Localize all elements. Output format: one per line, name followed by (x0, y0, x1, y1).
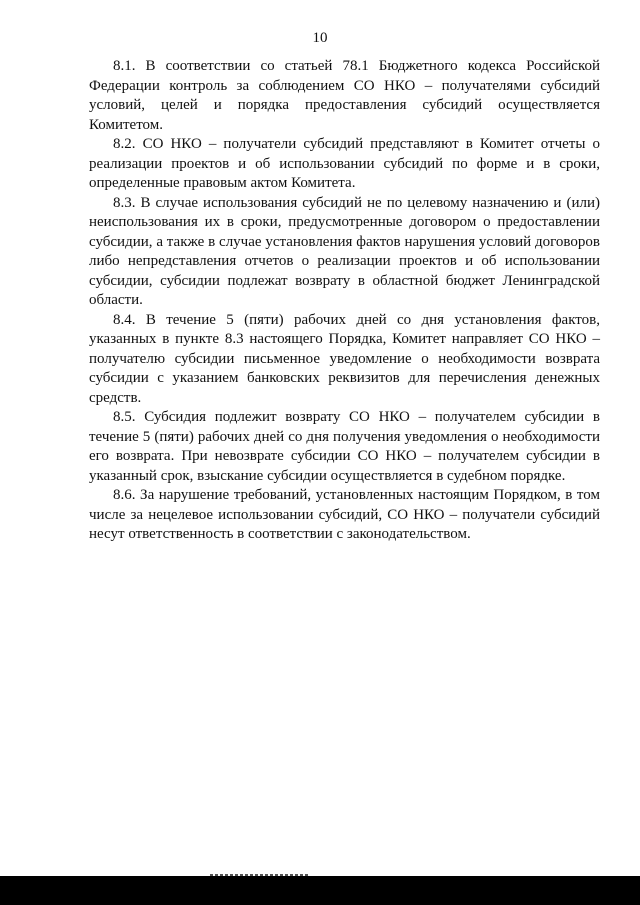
document-body (89, 57, 600, 545)
paragraph-8-6: 8.6. За нарушение требований, установленных настоящим Порядком, в том числе за нецелевое использовании субсидий, СО НКО – получатели субсидий несут ответственность в соответствии с законодательством. (89, 487, 600, 542)
scan-border-bar (0, 876, 640, 905)
paragraph-8-4: 8.4. В течение 5 (пяти) рабочих дней со дня установления фактов, указанных в пункте 8.3 настоящего Порядка, Комитет направляет СО НКО – получателю субсидии письменное уведомление о необходимости возврата субсидии с указанием банковских реквизитов для перечисления денежных средств. (89, 311, 600, 406)
paragraph-8-1: 8.1. В соответствии со статьей 78.1 Бюджетного кодекса Российской Федерации контроль за соблюдением СО НКО – получателями субсидий условий, целей и порядка предоставления субсидий осуществляется Комитетом. (89, 58, 600, 133)
paragraph-8-5: 8.5. Субсидия подлежит возврату СО НКО – получателем субсидии в течение 5 (пяти) рабочих дней со дня получения уведомления о необходимости его возврата. При невозврате субсидии СО НКО – получателем субсидии в указанный срок, взыскание субсидии осуществляется в судебном порядке. (89, 409, 600, 484)
paragraph-8-2: 8.2. СО НКО – получатели субсидий представляют в Комитет отчеты о реализации проектов и об использовании субсидий по форме и в сроки, определенные правовым актом Комитета. (89, 136, 600, 191)
page-number: 10 (312, 30, 328, 46)
paragraph-8-3: 8.3. В случае использования субсидий не по целевому назначению и (или) неиспользования их в сроки, предусмотренные договором о предоставлении субсидии, а также в случае установления фактов нарушения условий договоров либо непредставления отчетов о реализации проектов и об использовании субсидии, субсидии подлежат возврату в областной бюджет Ленинградской области. (89, 194, 600, 308)
